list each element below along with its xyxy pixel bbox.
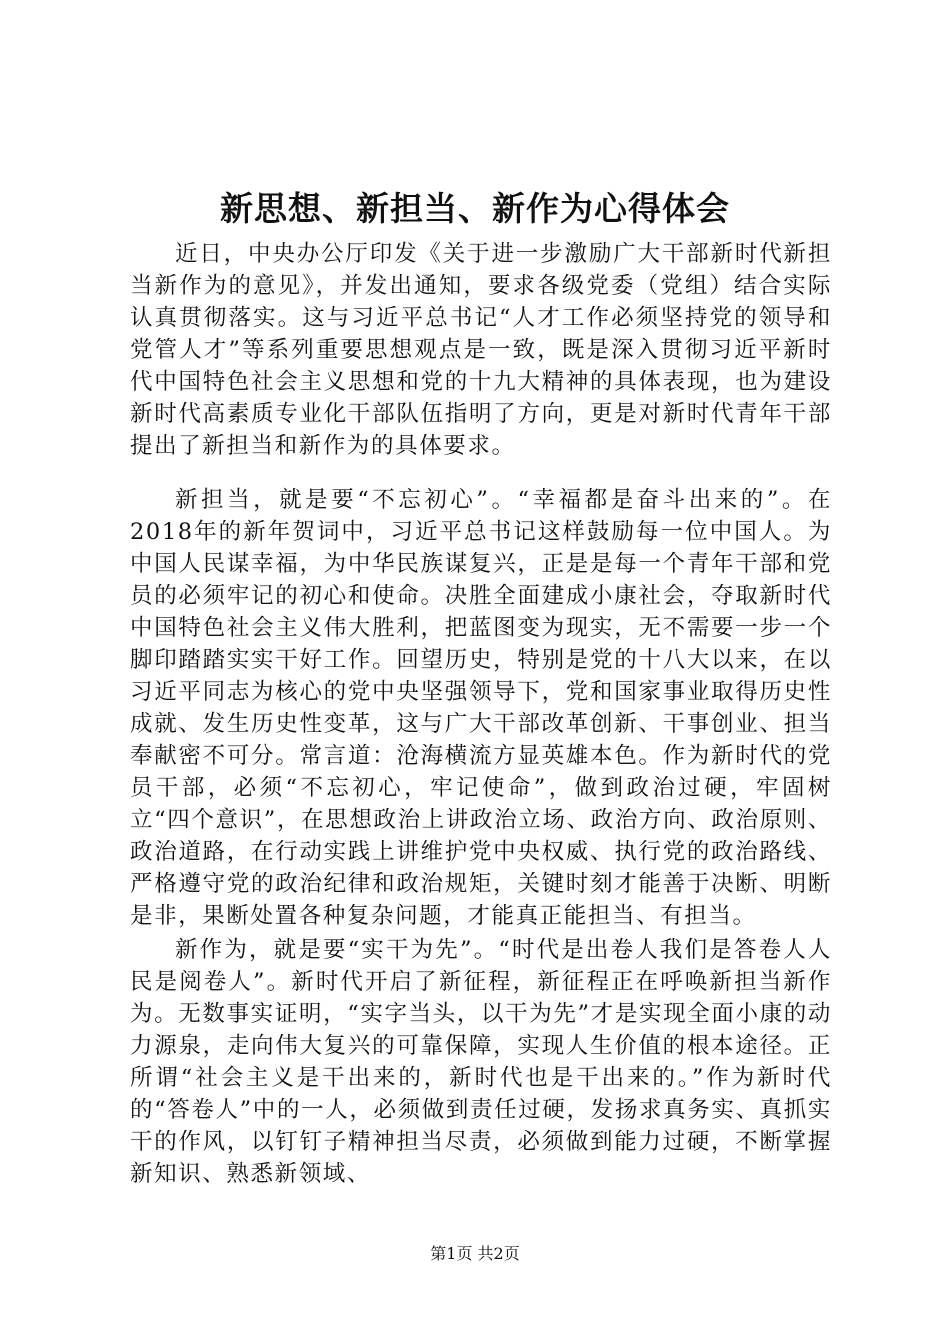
paragraph-new-action: 新作为，就是要“实干为先”。“时代是出卷人我们是答卷人人民是阅卷人”。新时代开启了新征程，新征程正在呼唤新担当新作为。无数事实证明，“实字当头，以干为先”才是实现全面小康的动力源泉，走向伟大复兴的可靠保障，实现人生价值的根本途径。正所谓“社会主义是干出来的，新时代也是干出来的。”作为新时代的“答卷人”中的一人，必须做到责任过硬，发扬求真务实、真抓实干的作风，以钉钉子精神担当尽责，必须做到能力过硬，不断掌握新知识、熟悉新领域、 [130, 937, 832, 1187]
document-title: 新思想、新担当、新作为心得体会 [220, 189, 730, 228]
paragraph-intro: 近日，中央办公厅印发《关于进一步激励广大干部新时代新担当新作为的意见》，并发出通知，要求各级党委（党组）结合实际认真贯彻落实。这与习近平总书记“人才工作必须坚持党的领导和党管人才”等系列重要思想观点是一致，既是深入贯彻习近平新时代中国特色社会主义思想和党的十九大精神的具体表现，也为建设新时代高素质专业化干部队伍指明了方向，更是对新时代青年干部提出了新担当和新作为的具体要求。 [130, 241, 832, 459]
paragraph-new-responsibility: 新担当，就是要“不忘初心”。“幸福都是奋斗出来的”。在2018年的新年贺词中，习近平总书记这样鼓励每一位中国人。为中国人民谋幸福，为中华民族谋复兴，正是是每一个青年干部和党员的必须牢记的初心和使命。决胜全面建成小康社会，夺取新时代中国特色社会主义伟大胜利，把蓝图变为现实，无不需要一步一个脚印踏踏实实干好工作。回望历史，特别是党的十八大以来，在以习近平同志为核心的党中央坚强领导下，党和国家事业取得历史性成就、发生历史性变革，这与广大干部改革创新、干事创业、担当奉献密不可分。常言道：沧海横流方显英雄本色。作为新时代的党员干部，必须“不忘初心，牢记使命”，做到政治过硬，牢固树立“四个意识”，在思想政治上讲政治立场、政治方向、政治原则、政治道路，在行动实践上讲维护党中央权威、执行党的政治路线、严格遵守党的政治纪律和政治规矩，关键时刻才能善于决断、明断是非，果断处置各种复杂问题，才能真正能担当、有担当。 [130, 487, 832, 929]
page-footer: 第1页 共2页 [430, 1244, 520, 1263]
